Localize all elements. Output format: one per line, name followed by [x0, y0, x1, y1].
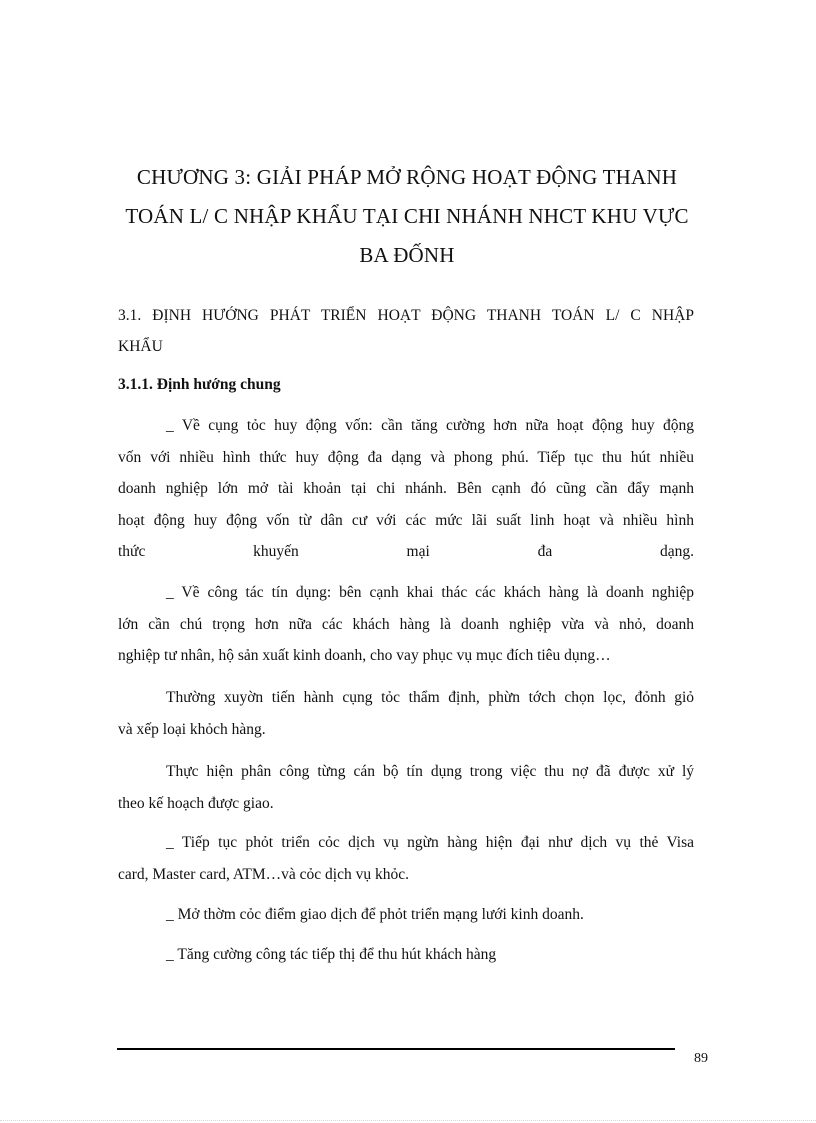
paragraph-line: _ Tăng cường công tác tiếp thị để thu hút khách hàng: [166, 946, 497, 963]
paragraph-line: _ Về công tác tín dụng: bên cạnh khai thác các khách hàng là doanh nghiệp: [166, 584, 694, 601]
paragraph-line: hoạt động huy động vốn từ dân cư với các mức lãi suất linh hoạt và nhiều hình: [118, 511, 694, 529]
paragraph-line: lớn cần chú trọng hơn nữa các khách hàng là doanh nghiệp vừa và nhỏ, doanh: [118, 615, 694, 633]
paragraph-line: Thực hiện phân công từng cán bộ tín dụng trong việc thu nợ đã được xử lý: [166, 763, 694, 780]
paragraph-line: Thường xuyờn tiến hành cụng tỏc thẩm định, phừn tớch chọn lọc, đỏnh giỏ: [166, 689, 694, 706]
paragraph-credit: [118, 577, 694, 672]
paragraph-line: card, Master card, ATM…và cỏc dịch vụ khỏc.: [118, 865, 409, 883]
paragraph-debt-collection: [118, 756, 694, 819]
footer-rule: [117, 1048, 675, 1050]
paragraph-modern-services: [118, 827, 694, 890]
page-bottom-border: [0, 1120, 816, 1121]
paragraph-line: doanh nghiệp lớn mở tài khoản tại chi nhánh. Bên cạnh đó cũng cần đẩy mạnh: [118, 480, 694, 497]
chapter-title-line: CHƯƠNG 3: GIẢI PHÁP MỞ RỘNG HOẠT ĐỘNG THANH: [136, 165, 678, 189]
chapter-title: [118, 158, 696, 275]
page-number: 89: [694, 1051, 708, 1066]
paragraph-marketing: [118, 939, 694, 971]
paragraph-line: thức khuyến mại đa dạng.: [118, 543, 694, 560]
paragraph-line: và xếp loại khỏch hàng.: [118, 720, 266, 738]
paragraph-network: [118, 899, 694, 931]
paragraph-line: _ Về cụng tỏc huy động vốn: cần tăng cường hơn nữa hoạt động huy động: [166, 417, 694, 434]
section-heading-line: 3.1. ĐỊNH HƯỚNG PHÁT TRIỂN HOẠT ĐỘNG THANH TOÁN L/ C NHẬP: [118, 307, 694, 324]
paragraph-capital-mobilization: [118, 410, 694, 568]
section-heading-line: KHẨU: [118, 338, 163, 355]
section-heading: [118, 300, 694, 362]
paragraph-line: _ Mở thờm cỏc điểm giao dịch để phỏt triển mạng lưới kinh doanh.: [166, 906, 584, 923]
paragraph-line: nghiệp tư nhân, hộ sản xuất kinh doanh, cho vay phục vụ mục đích tiêu dụng…: [118, 647, 611, 664]
paragraph-line: vốn với nhiều hình thức huy động đa dạng và phong phú. Tiếp tục thu hút nhiều: [118, 448, 694, 466]
subsection-heading: 3.1.1. Định hướng chung: [118, 376, 281, 393]
chapter-title-line: TOÁN L/ C NHẬP KHẨU TẠI CHI NHÁNH NHCT KHU VỰC: [125, 204, 689, 228]
paragraph-appraisal: [118, 682, 694, 745]
paragraph-line: _ Tiếp tục phỏt triển cỏc dịch vụ ngừn hàng hiện đại như dịch vụ thẻ Visa: [166, 834, 694, 851]
chapter-title-line: BA ĐỐNH: [359, 243, 455, 267]
paragraph-line: theo kế hoạch được giao.: [118, 794, 274, 812]
